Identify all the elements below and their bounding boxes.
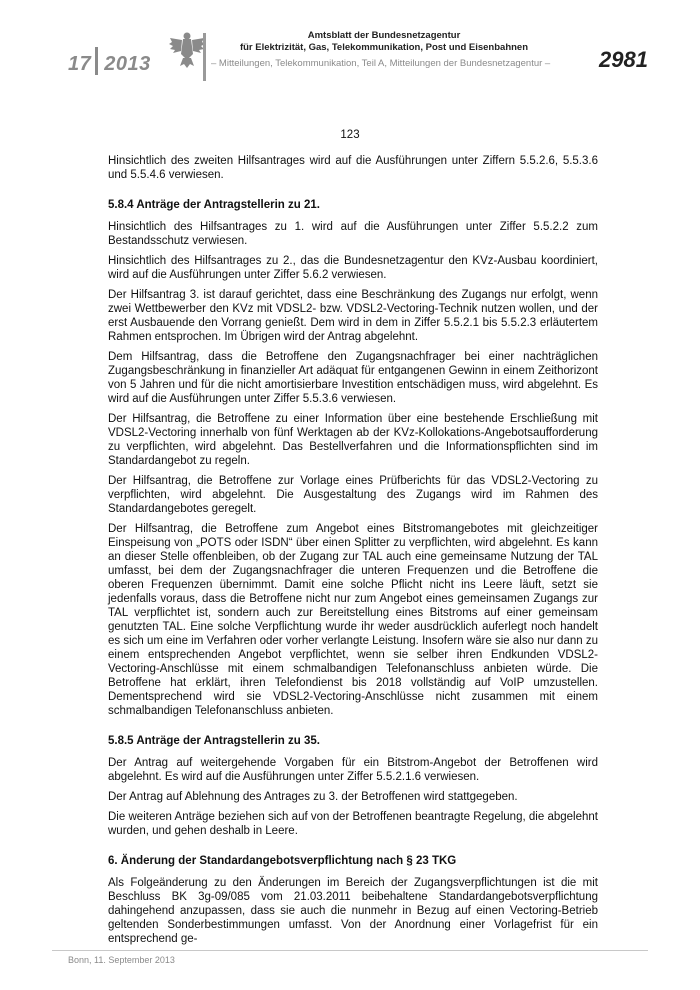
document-body <box>108 154 598 952</box>
paragraph: Als Folgeänderung zu den Änderungen im Bereich der Zugangsverpflichtungen ist die mit Beschluss BK 3g-09/085 vom 21.03.2011 beibehaltene Standardangebotsverpflichtung dahingehend anzupassen, dass sie auch die nunmehr in Bezug auf einen Vectoring-Betrieb geltenden Sonderbestimmungen umfasst. Von der Anordnung einer Vorlagefrist für ein entsprechend ge- <box>108 877 598 945</box>
publication-title-line1: Amtsblatt der Bundesnetzagentur <box>307 30 461 41</box>
publication-subtitle: – Mitteilungen, Telekommunikation, Teil A, Mitteilungen der Bundesnetzagentur – <box>211 58 551 69</box>
paragraph: Der Hilfsantrag, die Betroffene zum Angebot eines Bitstromangebotes mit gleichzeitiger Einspeisung von „POTS oder ISDN“ über einen Splitter zu verpflichten, wird abgelehnt. Es kann an dieser Stelle offenbleiben, ob der Zugang zur TAL auch eine gemeinsame Nutzung der TAL umfasst, bei dem der Zugangsnachfrager die unteren Frequenzen und die Betroffene die oberen Frequenzen übernimmt. Damit eine solche Pflicht nicht ins Leere läuft, setzt sie jedenfalls voraus, dass die Betroffene nicht nur zum Angebot eines gemeinsamen Zugangs zur TAL verpflichtet ist, sondern auch zur Bereitstellung eines Bitstroms auf einer gemeinsam genutzten TAL. Eine solche Verpflichtung wurde ihr weder ausdrücklich auferlegt noch handelt es sich um eine im Verfahren oder vorher verlangte Leistung. Insofern wäre sie also nur dann zu einem entsprechenden Angebot verpflichtet, wenn sie selber ihren Endkunden VDSL2-Vectoring-Anschlüsse mit einem schmalbandigen Telefonanschluss anbieten würde. Die Betroffene hat erklärt, ihren Telefondienst bis 2018 vollständig auf VoIP umzustellen. Dementsprechend wird sie VDSL2-Vectoring-Anschlüsse nicht zusammen mit einem schmalbandigen Telefonanschluss anbieten. <box>108 523 598 717</box>
issue-divider <box>95 47 98 75</box>
footer-rule <box>52 950 648 951</box>
paragraph: Hinsichtlich des Hilfsantrages zu 2., das die Bundesnetzagentur den KVz-Ausbau koordiniert, wird auf die Ausführungen unter Ziffer 5.6.2 verwiesen. <box>108 255 598 281</box>
paragraph: Die weiteren Anträge beziehen sich auf von der Betroffenen beantragte Regelung, die abgelehnt wurden, und gehen deshalb in Leere. <box>108 811 598 837</box>
section-heading: 6. Änderung der Standardangebotsverpflichtung nach § 23 TKG <box>108 855 457 867</box>
section-heading: 5.8.4 Anträge der Antragstellerin zu 21. <box>108 199 320 211</box>
paragraph: Hinsichtlich des Hilfsantrages zu 1. wird auf die Ausführungen unter Ziffer 5.5.2.2 zum Bestandsschutz verwiesen. <box>108 221 598 247</box>
publication-title <box>214 30 554 53</box>
paragraph: Der Hilfsantrag 3. ist darauf gerichtet, dass eine Beschränkung des Zugangs nur erfolgt, wenn zwei Wettbewerber den KVz mit VDSL2- bzw. VDSL2-Vectoring-Technik nutzen wollen, und der erst Ausbauende den Vorrang genießt. Dem wird in dem in Ziffer 5.5.2.1 bis 5.5.2.3 erläutertem Rahmen entsprochen. Im Übrigen wird der Antrag abgelehnt. <box>108 289 598 343</box>
issue-year: 2013 <box>104 53 151 75</box>
publication-title-line2: für Elektrizität, Gas, Telekommunikation, Post und Eisenbahnen <box>239 41 529 53</box>
section-heading: 5.8.5 Anträge der Antragstellerin zu 35. <box>108 735 320 747</box>
page-number: 2981 <box>599 47 648 72</box>
issue-label <box>68 47 151 76</box>
paragraph: Hinsichtlich des zweiten Hilfsantrages wird auf die Ausführungen unter Ziffern 5.5.2.6, 5.5.3.6 und 5.5.4.6 verwiesen. <box>108 155 598 181</box>
federal-eagle-icon <box>168 30 206 70</box>
issue-number: 17 <box>68 53 92 75</box>
footer-date: Bonn, 11. September 2013 <box>68 955 175 965</box>
header-divider <box>203 33 206 81</box>
paragraph: Dem Hilfsantrag, dass die Betroffene den Zugangsnachfrager bei einer nachträglichen Zugangsbeschränkung in finanzieller Art adäquat für entgangenen Gewinn in einem Zeithorizont von 5 Jahren und für die nicht amortisierbare Investition entschädigen muss, wird abgelehnt. Es wird auf die Ausführungen unter Ziffer 5.5.3.6 verwiesen. <box>108 351 598 405</box>
inner-page-number: 123 <box>340 129 360 141</box>
paragraph: Der Hilfsantrag, die Betroffene zur Vorlage eines Prüfberichts für das VDSL2-Vectoring zu verpflichten, wird abgelehnt. Die Ausgestaltung des Zugangs wird im Rahmen des Standardangebotes geregelt. <box>108 475 598 515</box>
paragraph: Der Antrag auf Ablehnung des Antrages zu 3. der Betroffenen wird stattgegeben. <box>108 791 518 803</box>
paragraph: Der Hilfsantrag, die Betroffene zu einer Information über eine bestehende Erschließung mit VDSL2-Vectoring innerhalb von fünf Werktagen ab der KVz-Kollokations-Angebotsaufforderung zu verpflichten, wird abgelehnt. Das Bestellverfahren und die Informationspflichten sind im Standardangebot zu regeln. <box>108 413 598 467</box>
paragraph: Der Antrag auf weitergehende Vorgaben für ein Bitstrom-Angebot der Betroffenen wird abgelehnt. Es wird auf die Ausführungen unter Ziffer 5.5.2.1.6 verwiesen. <box>108 757 598 783</box>
